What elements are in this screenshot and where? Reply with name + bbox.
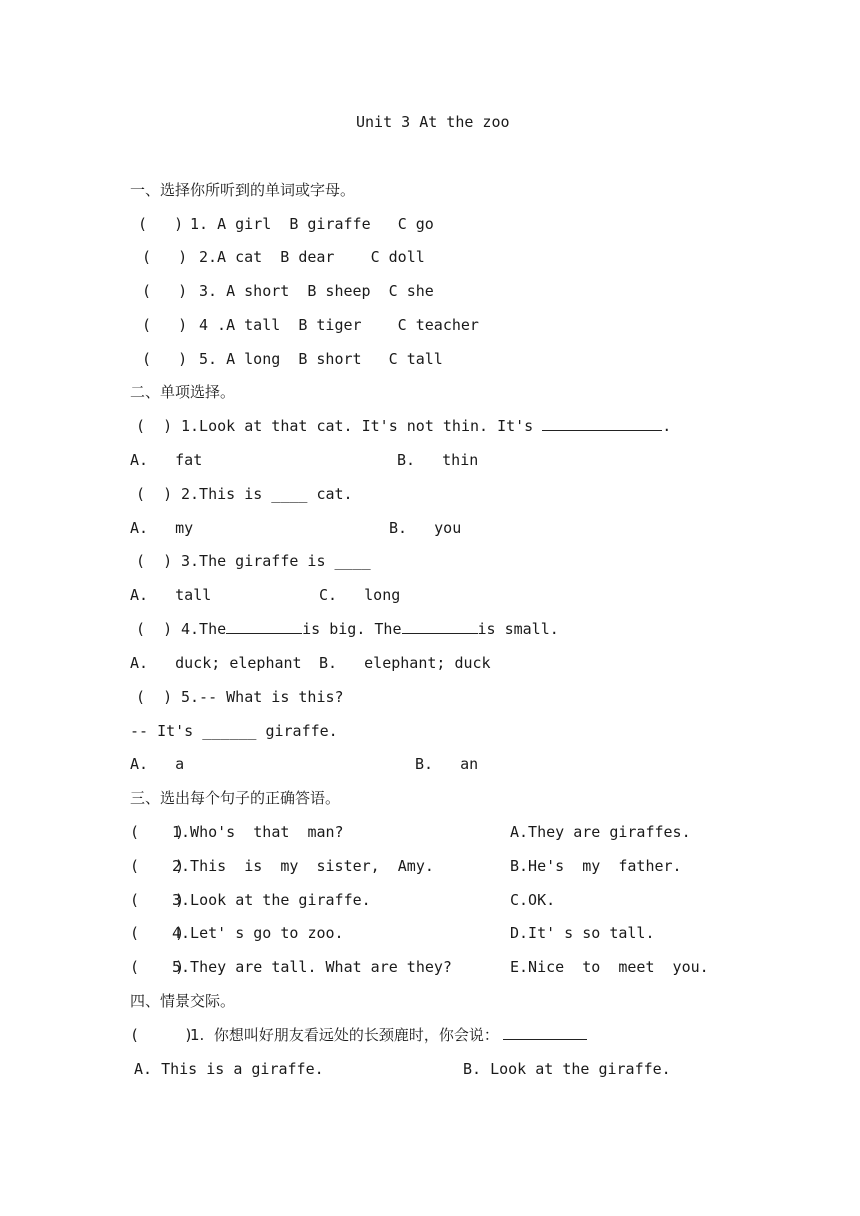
s3-row-2-question: 2.This is my sister, Amy. xyxy=(172,857,434,875)
s3-row-1-question: 1.Who's that man? xyxy=(172,823,344,841)
answer-blank[interactable] xyxy=(503,1025,587,1040)
s2-q4-option-b: B. elephant; duck xyxy=(319,654,491,672)
s2-q3-text: 3.The giraffe is ____ xyxy=(181,552,371,570)
s2-q5-option-b: B. an xyxy=(415,755,479,773)
s1-item-5-paren: ( ) xyxy=(142,350,188,368)
s2-q4-part-3: is small. xyxy=(477,620,559,638)
s3-answer-d: D.It' s so tall. xyxy=(510,924,655,942)
s2-q1-text: 1.Look at that cat. It's not thin. It's xyxy=(181,417,543,435)
s4-q1-text: 1. 你想叫好朋友看远处的长颈鹿时，你会说： xyxy=(190,1026,499,1044)
s2-q4-paren: ( ) xyxy=(136,620,173,638)
s1-item-5: 5. A long B short C tall xyxy=(199,350,443,368)
answer-blank[interactable] xyxy=(226,619,302,634)
s3-row-3-question: 3.Look at the giraffe. xyxy=(172,891,371,909)
answer-blank[interactable] xyxy=(402,619,478,634)
s3-answer-e: E.Nice to meet you. xyxy=(510,958,709,976)
s3-row-4-paren: ( ) xyxy=(130,924,185,942)
s3-row-1-paren: ( ) xyxy=(130,823,185,841)
s2-q2-option-a: A. my xyxy=(130,519,194,537)
s4-q1-line xyxy=(190,1025,587,1045)
s2-q5-paren: ( ) xyxy=(136,688,173,706)
s3-row-5-question: 5.They are tall. What are they? xyxy=(172,958,452,976)
s3-answer-b: B.He's my father. xyxy=(510,857,682,875)
s2-q1-option-a: A. fat xyxy=(130,451,203,469)
section-1-heading: 一、选择你所听到的单词或字母。 xyxy=(130,181,356,199)
s3-row-3-paren: ( ) xyxy=(130,891,185,909)
page-title: Unit 3 At the zoo xyxy=(356,113,510,131)
s1-item-1-paren: ( ) xyxy=(138,215,184,233)
s2-q3-option-a: A. tall xyxy=(130,586,212,604)
s2-q1-paren: ( ) xyxy=(136,417,173,435)
s3-row-5-paren: ( ) xyxy=(130,958,185,976)
s2-q3-paren: ( ) xyxy=(136,552,173,570)
s1-item-2-paren: ( ) xyxy=(142,248,188,266)
answer-blank[interactable] xyxy=(542,416,662,431)
s1-item-3: 3. A short B sheep C she xyxy=(199,282,434,300)
section-2-heading: 二、单项选择。 xyxy=(130,383,236,401)
s2-q4-option-a: A. duck; elephant xyxy=(130,654,302,672)
s2-q5-text: 5.-- What is this? xyxy=(181,688,344,706)
s2-q4-part-1: 4.The xyxy=(181,620,227,638)
s1-item-1: 1. A girl B giraffe C go xyxy=(190,215,434,233)
s2-q1-line xyxy=(181,416,671,436)
s2-q1-tail: . xyxy=(662,417,672,435)
s3-answer-c: C.OK. xyxy=(510,891,556,909)
s2-q2-option-b: B. you xyxy=(389,519,462,537)
s2-q2-text: 2.This is ____ cat. xyxy=(181,485,353,503)
s1-item-4: 4 .A tall B tiger C teacher xyxy=(199,316,479,334)
s1-item-3-paren: ( ) xyxy=(142,282,188,300)
section-3-heading: 三、选出每个句子的正确答语。 xyxy=(130,789,341,807)
s2-q4-part-2: is big. The xyxy=(302,620,402,638)
s2-q1-option-b: B. thin xyxy=(397,451,479,469)
s4-q1-option-a: A. This is a giraffe. xyxy=(134,1060,324,1078)
s2-q5-option-a: A. a xyxy=(130,755,185,773)
s2-q2-paren: ( ) xyxy=(136,485,173,503)
s2-q4-line xyxy=(181,619,559,639)
s3-row-2-paren: ( ) xyxy=(130,857,185,875)
s3-answer-a: A.They are giraffes. xyxy=(510,823,691,841)
s4-q1-option-b: B. Look at the giraffe. xyxy=(463,1060,671,1078)
s3-row-4-question: 4.Let' s go to zoo. xyxy=(172,924,344,942)
s1-item-2: 2.A cat B dear C doll xyxy=(199,248,425,266)
s1-item-4-paren: ( ) xyxy=(142,316,188,334)
s4-q1-paren: ( ) xyxy=(130,1026,194,1044)
s2-q5-line-2: -- It's ______ giraffe. xyxy=(130,722,338,740)
s2-q3-option-c: C. long xyxy=(319,586,401,604)
section-4-heading: 四、情景交际。 xyxy=(130,992,236,1010)
